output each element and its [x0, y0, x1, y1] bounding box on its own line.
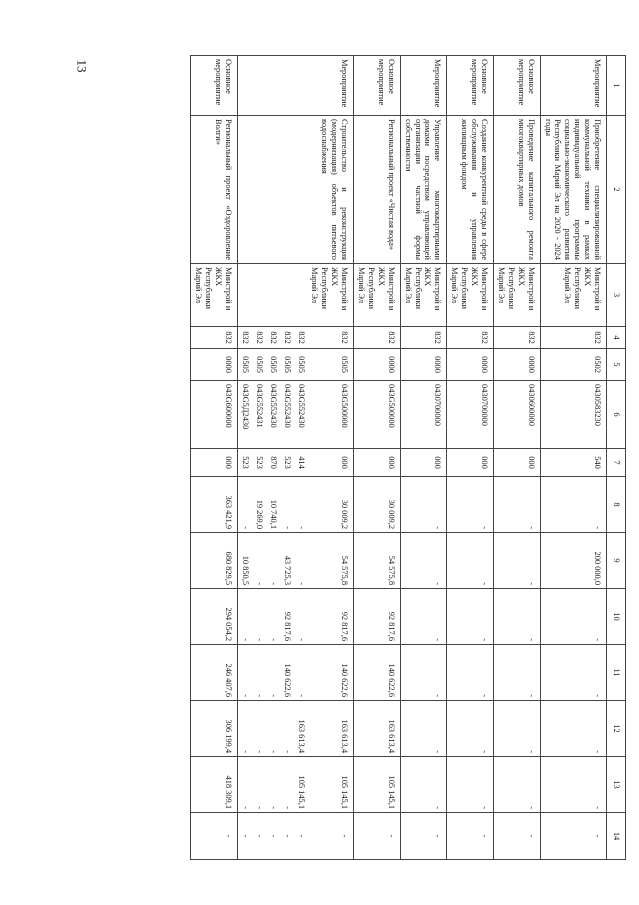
value-cell: 92 817,6	[280, 589, 294, 645]
value-cell: -	[540, 589, 606, 645]
row-name: Региональный проект «Чистая вода»	[354, 116, 401, 264]
value-cell: -	[400, 757, 447, 813]
value-cell: -	[447, 533, 494, 589]
value-cell: -	[238, 477, 252, 533]
value-cell: 140 622,6	[354, 645, 401, 701]
value-cell: 680 829,5	[191, 533, 238, 589]
row-name: Управление многоквартирными домами посредством управляющей организации частной формы собственности	[400, 116, 447, 264]
column-header: 12	[607, 701, 626, 757]
csr-code: 043G552430	[280, 381, 294, 449]
table-row	[266, 56, 280, 860]
row-executor: Минстрой и ЖКХ Республики Марий Эл	[191, 264, 238, 327]
row-name	[238, 116, 252, 264]
row-executor	[280, 264, 294, 327]
row-executor	[252, 264, 266, 327]
table-row	[252, 56, 266, 860]
value-cell: 54 575,8	[308, 533, 354, 589]
table-header-row	[607, 56, 626, 860]
row-name: Строительство и реконструкция (модернизация) объектов питьевого водоснабжения	[308, 116, 354, 264]
value-cell: 294 054,2	[191, 589, 238, 645]
value-cell: 105 145,1	[354, 757, 401, 813]
value-cell: 105 145,1	[308, 757, 354, 813]
value-cell: 140 622,6	[280, 645, 294, 701]
page-number: 13	[74, 59, 90, 73]
column-header: 11	[607, 645, 626, 701]
value-cell: 30 009,2	[308, 477, 354, 533]
vr-code: 000	[447, 449, 494, 477]
value-cell: -	[294, 813, 308, 860]
value-cell: -	[494, 477, 541, 533]
grbs-code: 832	[252, 327, 266, 349]
value-cell: -	[294, 645, 308, 701]
row-executor: Минстрой и ЖКХ Республики Марий Эл	[354, 264, 401, 327]
value-cell: -	[252, 813, 266, 860]
table-row	[191, 56, 238, 860]
value-cell: -	[494, 757, 541, 813]
value-cell: -	[494, 813, 541, 860]
row-name: Региональный проект «Оздоровление Волги»	[191, 116, 238, 264]
value-cell: -	[400, 813, 447, 860]
column-header: 1	[607, 56, 626, 116]
csr-code: 043G552431	[252, 381, 266, 449]
value-cell: 105 145,1	[294, 757, 308, 813]
value-cell: -	[238, 701, 252, 757]
value-cell: -	[308, 813, 354, 860]
csr-code: 0430700000	[447, 381, 494, 449]
value-cell: -	[400, 701, 447, 757]
row-type: Мероприятие	[308, 56, 354, 116]
value-cell: 163 613,4	[294, 701, 308, 757]
column-header: 9	[607, 533, 626, 589]
csr-code: 043G552430	[266, 381, 280, 449]
row-name	[294, 116, 308, 264]
value-cell: 92 817,6	[354, 589, 401, 645]
row-type: Мероприятие	[400, 56, 447, 116]
value-cell: -	[540, 477, 606, 533]
vr-code: 000	[354, 449, 401, 477]
grbs-code: 832	[308, 327, 354, 349]
value-cell: -	[447, 477, 494, 533]
grbs-code: 832	[280, 327, 294, 349]
table-row	[354, 56, 401, 860]
csr-code: 0430600000	[494, 381, 541, 449]
column-header: 2	[607, 116, 626, 264]
rzpr-code: 0000	[400, 349, 447, 381]
value-cell: 200 000,0	[540, 533, 606, 589]
row-type	[252, 56, 266, 116]
column-header: 5	[607, 349, 626, 381]
value-cell: -	[447, 757, 494, 813]
row-name: Создание конкурентной среды в сфере обслуживания и управления жилищным фондом	[447, 116, 494, 264]
rzpr-code: 0505	[238, 349, 252, 381]
value-cell: -	[494, 645, 541, 701]
rzpr-code: 0505	[294, 349, 308, 381]
grbs-code: 832	[354, 327, 401, 349]
value-cell: -	[447, 701, 494, 757]
vr-code: 000	[494, 449, 541, 477]
row-executor: Минстрой и ЖКХ Республики Марий Эл	[494, 264, 541, 327]
vr-code: 414	[294, 449, 308, 477]
csr-code: 0430700000	[400, 381, 447, 449]
row-type: Основное мероприятие	[354, 56, 401, 116]
rzpr-code: 0000	[354, 349, 401, 381]
vr-code: 000	[191, 449, 238, 477]
value-cell: 140 622,6	[308, 645, 354, 701]
column-header: 13	[607, 757, 626, 813]
rzpr-code: 0000	[494, 349, 541, 381]
value-cell: -	[266, 533, 280, 589]
row-executor: Минстрой и ЖКХ Республики Марий Эл	[308, 264, 354, 327]
value-cell: 10 740,1	[266, 477, 280, 533]
value-cell: -	[447, 589, 494, 645]
value-cell: -	[252, 645, 266, 701]
value-cell: 43 725,3	[280, 533, 294, 589]
grbs-code: 832	[294, 327, 308, 349]
vr-code: 523	[280, 449, 294, 477]
column-header: 4	[607, 327, 626, 349]
value-cell: 10 850,5	[238, 533, 252, 589]
column-header: 7	[607, 449, 626, 477]
value-cell: -	[266, 645, 280, 701]
vr-code: 000	[308, 449, 354, 477]
value-cell: 363 421,9	[191, 477, 238, 533]
row-name	[252, 116, 266, 264]
rotated-table-container	[106, 55, 626, 859]
value-cell: 163 613,4	[308, 701, 354, 757]
rzpr-code: 0505	[252, 349, 266, 381]
table-row	[294, 56, 308, 860]
value-cell: -	[540, 645, 606, 701]
grbs-code: 832	[494, 327, 541, 349]
row-name	[280, 116, 294, 264]
row-type: Основное мероприятие	[447, 56, 494, 116]
value-cell: -	[540, 757, 606, 813]
column-header: 8	[607, 477, 626, 533]
grbs-code: 832	[266, 327, 280, 349]
value-cell: -	[280, 477, 294, 533]
rzpr-code: 0502	[540, 349, 606, 381]
value-cell: -	[252, 589, 266, 645]
rzpr-code: 0505	[308, 349, 354, 381]
value-cell: 30 009,2	[354, 477, 401, 533]
grbs-code: 832	[191, 327, 238, 349]
value-cell: -	[354, 813, 401, 860]
row-name	[266, 116, 280, 264]
value-cell: -	[266, 701, 280, 757]
row-executor	[266, 264, 280, 327]
value-cell: -	[238, 757, 252, 813]
value-cell: -	[400, 589, 447, 645]
csr-code: 0430583230	[540, 381, 606, 449]
row-type: Мероприятие	[540, 56, 606, 116]
value-cell: -	[400, 645, 447, 701]
row-executor	[238, 264, 252, 327]
row-executor	[294, 264, 308, 327]
value-cell: -	[447, 813, 494, 860]
table-row	[308, 56, 354, 860]
value-cell: 19 269,0	[252, 477, 266, 533]
csr-code: 043G552430	[294, 381, 308, 449]
value-cell: -	[252, 757, 266, 813]
value-cell: 418 309,1	[191, 757, 238, 813]
value-cell: -	[238, 589, 252, 645]
value-cell: -	[294, 533, 308, 589]
value-cell: -	[238, 813, 252, 860]
row-executor: Минстрой и ЖКХ Республики Марий Эл	[400, 264, 447, 327]
value-cell: -	[266, 589, 280, 645]
vr-code: 000	[400, 449, 447, 477]
value-cell: -	[280, 757, 294, 813]
rzpr-code: 0000	[447, 349, 494, 381]
value-cell: -	[266, 757, 280, 813]
value-cell: -	[294, 589, 308, 645]
value-cell: 306 199,4	[191, 701, 238, 757]
row-type: Основное мероприятие	[494, 56, 541, 116]
table-row	[280, 56, 294, 860]
column-header: 6	[607, 381, 626, 449]
table-row	[494, 56, 541, 860]
value-cell: 92 817,6	[308, 589, 354, 645]
value-cell: -	[280, 701, 294, 757]
grbs-code: 832	[540, 327, 606, 349]
value-cell: -	[294, 477, 308, 533]
value-cell: 54 575,8	[354, 533, 401, 589]
csr-code: 043G500000	[308, 381, 354, 449]
rzpr-code: 0000	[191, 349, 238, 381]
csr-code: 043G500000	[354, 381, 401, 449]
row-type	[280, 56, 294, 116]
vr-code: 870	[266, 449, 280, 477]
vr-code: 540	[540, 449, 606, 477]
column-header: 3	[607, 264, 626, 327]
table-row	[238, 56, 252, 860]
row-type	[238, 56, 252, 116]
csr-code: 043G5Д2430	[238, 381, 252, 449]
row-type: Основное мероприятие	[191, 56, 238, 116]
value-cell: -	[540, 813, 606, 860]
value-cell: -	[494, 701, 541, 757]
grbs-code: 832	[447, 327, 494, 349]
table-body	[191, 56, 607, 860]
value-cell: -	[252, 533, 266, 589]
row-executor: Минстрой и ЖКХ Республики Марий Эл	[540, 264, 606, 327]
column-header: 10	[607, 589, 626, 645]
row-executor: Минстрой и ЖКХ Республики Марий Эл	[447, 264, 494, 327]
value-cell: -	[400, 477, 447, 533]
rzpr-code: 0505	[266, 349, 280, 381]
value-cell: -	[447, 645, 494, 701]
value-cell: 163 613,4	[354, 701, 401, 757]
table-row	[400, 56, 447, 860]
vr-code: 523	[252, 449, 266, 477]
row-name: Приобретение специализированной коммунальной техники в рамках индивидуальной программы социально-экономического развития Республики Марий Эл на 2020 - 2024 годы	[540, 116, 606, 264]
row-type	[294, 56, 308, 116]
row-type	[266, 56, 280, 116]
grbs-code: 832	[400, 327, 447, 349]
table-row	[447, 56, 494, 860]
table-row	[540, 56, 606, 860]
value-cell: -	[540, 701, 606, 757]
value-cell: 246 407,6	[191, 645, 238, 701]
row-name: Проведение капитального ремонта многоквартирных домов	[494, 116, 541, 264]
value-cell: -	[400, 533, 447, 589]
vr-code: 523	[238, 449, 252, 477]
value-cell: -	[191, 813, 238, 860]
csr-code: 043G600000	[191, 381, 238, 449]
value-cell: -	[252, 701, 266, 757]
column-header: 14	[607, 813, 626, 860]
value-cell: -	[266, 813, 280, 860]
value-cell: -	[280, 813, 294, 860]
value-cell: -	[494, 589, 541, 645]
value-cell: -	[494, 533, 541, 589]
rzpr-code: 0505	[280, 349, 294, 381]
value-cell: -	[238, 645, 252, 701]
budget-table	[190, 55, 626, 860]
grbs-code: 832	[238, 327, 252, 349]
